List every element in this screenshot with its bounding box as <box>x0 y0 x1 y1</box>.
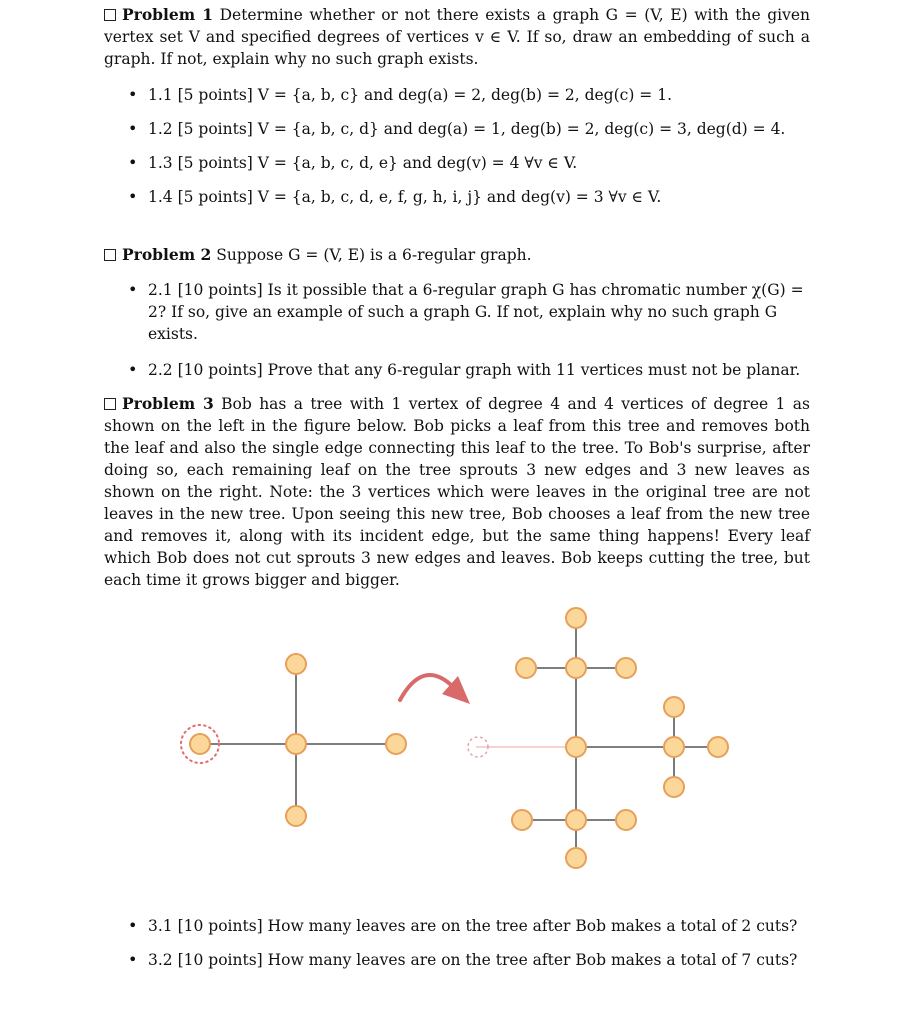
item-3-2: • 3.2 [10 points] How many leaves are on the tree after Bob makes a total of 7 cuts? <box>126 949 810 971</box>
problem-2-checkbox[interactable] <box>104 249 116 261</box>
problem-1-text: Determine whether or not there exists a graph G = (V, E) with the given vertex set V and specified degrees of vertices v ∈ V. If so, draw an embedding of such a graph. If not, explain why no such graph exists. <box>104 6 810 68</box>
problem-2 <box>104 244 810 266</box>
leaf-node-left <box>190 734 210 754</box>
item-1-1: • 1.1 [5 points] V = {a, b, c} and deg(a) = 2, deg(b) = 2, deg(c) = 1. <box>126 84 810 106</box>
top-branch-node <box>566 658 586 678</box>
right-branch-node <box>664 737 684 757</box>
item-1-4: • 1.4 [5 points] V = {a, b, c, d, e, f, g, h, i, j} and deg(v) = 3 ∀v ∈ V. <box>126 186 810 208</box>
problem-3-items <box>126 915 810 971</box>
problem-1-title: Problem 1 <box>122 5 213 24</box>
problem-2-text: Suppose G = (V, E) is a 6-regular graph. <box>216 246 532 264</box>
problem-2-items <box>126 279 810 381</box>
item-1-2: • 1.2 [5 points] V = {a, b, c, d} and deg(a) = 1, deg(b) = 2, deg(c) = 3, deg(d) = 4. <box>126 118 810 140</box>
item-2-1: • 2.1 [10 points] Is it possible that a 6-regular graph G has chromatic number χ(G) = 2? If so, give an example of such a graph G. If not, explain why no such graph G exists. <box>126 279 810 345</box>
top-leaf <box>566 608 586 628</box>
bottom-branch-node <box>566 810 586 830</box>
problem-1-items <box>126 84 810 208</box>
bottom-leaf <box>566 848 586 868</box>
right-center-node <box>566 737 586 757</box>
right-end-leaf <box>708 737 728 757</box>
right-tree <box>468 608 728 868</box>
problem-1-checkbox[interactable] <box>104 9 116 21</box>
right-upper-leaf <box>664 697 684 717</box>
right-lower-leaf <box>664 777 684 797</box>
top-left-leaf <box>516 658 536 678</box>
leaf-node-top <box>286 654 306 674</box>
leaf-node-bottom <box>286 806 306 826</box>
problem-3-title: Problem 3 <box>122 394 214 413</box>
problem-3 <box>104 393 810 591</box>
item-3-1: • 3.1 [10 points] How many leaves are on the tree after Bob makes a total of 2 cuts? <box>126 915 810 937</box>
item-2-2: • 2.2 [10 points] Prove that any 6-regular graph with 11 vertices must not be planar. <box>126 359 810 381</box>
item-1-3: • 1.3 [5 points] V = {a, b, c, d, e} and deg(v) = 4 ∀v ∈ V. <box>126 152 810 174</box>
problem-1 <box>104 4 810 70</box>
bottom-right-leaf <box>616 810 636 830</box>
top-right-leaf <box>616 658 636 678</box>
tree-figure <box>160 596 760 886</box>
center-node <box>286 734 306 754</box>
left-tree <box>181 654 406 826</box>
problem-2-title: Problem 2 <box>122 245 212 264</box>
leaf-node-right <box>386 734 406 754</box>
transition-arrow <box>400 675 470 704</box>
problem-3-text: Bob has a tree with 1 vertex of degree 4 and 4 vertices of degree 1 as shown on the left in the figure below. Bob picks a leaf from this tree and removes both the leaf and also the single edge connecting this leaf to the tree. To Bob's surprise, after doing so, each remaining leaf on the tree sprouts 3 new edges and 3 new leaves as shown on the right. Note: the 3 vertices which were leaves in the original tree are not leaves in the new tree. Upon seeing this new tree, Bob chooses a leaf from the new tree and removes it, along with its incident edge, but the same thing happens! Every leaf which Bob does not cut sprouts 3 new edges and leaves. Bob keeps cutting the tree, but each time it grows bigger and bigger. <box>104 395 810 589</box>
bottom-left-leaf <box>512 810 532 830</box>
problem-3-checkbox[interactable] <box>104 398 116 410</box>
